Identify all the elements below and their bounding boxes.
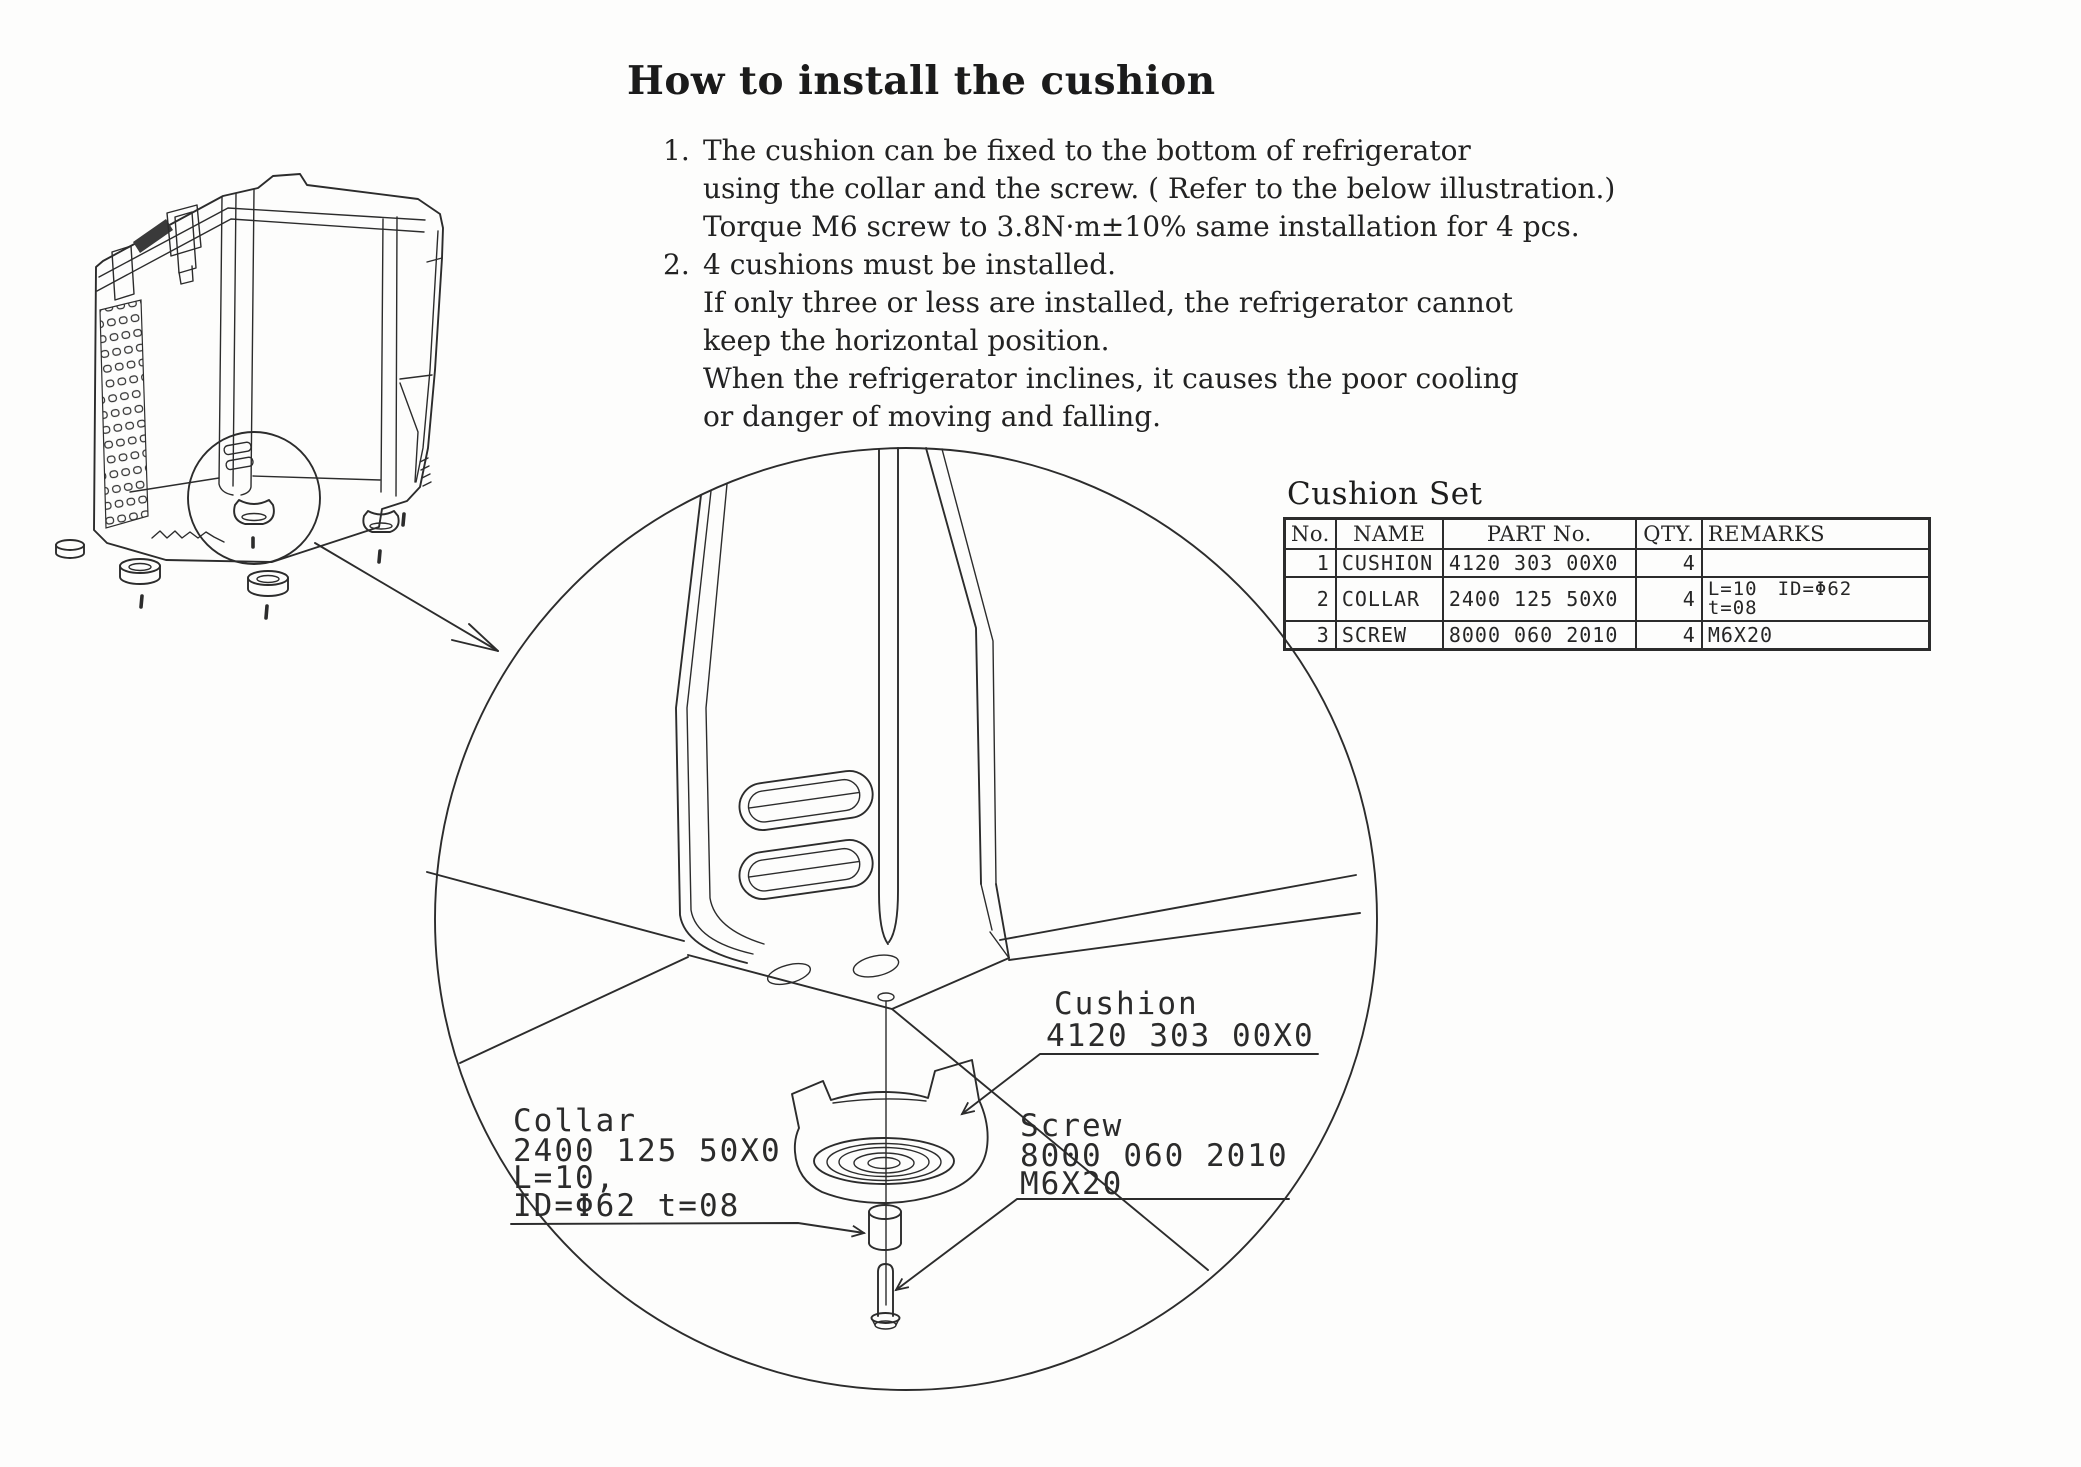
foot-boss-right	[363, 511, 398, 532]
page-title: How to install the cushion	[627, 58, 1216, 104]
instruction-line: keep the horizontal position.	[703, 324, 1110, 357]
cushion-foot	[56, 540, 84, 558]
foot-boss-center	[234, 500, 274, 524]
vent-grid	[100, 300, 148, 528]
instruction-line: 4 cushions must be installed.	[703, 248, 1117, 281]
leader-screw	[896, 1199, 1289, 1290]
instruction-number: 2.	[663, 248, 690, 281]
table-header-row	[1285, 519, 1930, 550]
instruction-line: using the collar and the screw. ( Refer to the below illustration.)	[703, 172, 1616, 205]
cell-qty: 4	[1636, 549, 1702, 577]
fridge-illustration	[56, 174, 498, 651]
collar-drawing	[869, 1205, 901, 1250]
instruction-line: or danger of moving and falling.	[703, 400, 1162, 433]
cushion-foot	[120, 559, 160, 584]
overview-arrow	[315, 543, 498, 651]
detail-circle	[427, 448, 1377, 1390]
parts-table-block	[1283, 476, 1931, 651]
leg-slot	[736, 768, 875, 833]
screw-label-name: Screw	[1020, 1108, 1124, 1144]
table-row-screw	[1285, 621, 1930, 650]
instruction-line: Torque M6 screw to 3.8N·m±10% same installation for 4 pcs.	[703, 210, 1580, 243]
cushion-label-part: 4120 303 00X0	[1046, 1018, 1315, 1054]
remark-t08: t=08	[1707, 597, 1758, 619]
cushion-drawing	[792, 1060, 988, 1203]
table-row-cushion	[1285, 549, 1930, 577]
cell-part-no: 2400 125 50X0	[1443, 577, 1636, 621]
table-row-collar	[1285, 577, 1930, 621]
remark-l10: L=10	[1707, 578, 1758, 600]
cell-qty: 4	[1636, 621, 1702, 650]
col-header-no: No.	[1285, 519, 1336, 550]
cell-remarks	[1702, 577, 1930, 621]
col-header-part-no: PART No.	[1443, 519, 1636, 550]
collar-label-spec2: ID=Φ62 t=08	[513, 1188, 741, 1224]
col-header-name: NAME	[1336, 519, 1443, 550]
col-header-remarks: REMARKS	[1702, 519, 1930, 550]
cell-no: 1	[1285, 549, 1336, 577]
instruction-line: When the refrigerator inclines, it causes the poor cooling	[703, 362, 1519, 395]
cell-name: CUSHION	[1336, 549, 1443, 577]
collar-label-part: 2400 125 50X0	[513, 1133, 782, 1169]
screw-label-spec: M6X20	[1020, 1166, 1124, 1202]
leader-cushion	[962, 1054, 1318, 1114]
collar-label-name: Collar	[513, 1103, 637, 1139]
cell-part-no: 8000 060 2010	[1443, 621, 1636, 650]
collar-label-spec1: L=10,	[513, 1160, 617, 1196]
cell-remarks	[1702, 549, 1930, 577]
cell-no: 3	[1285, 621, 1336, 650]
instruction-number: 1.	[663, 134, 690, 167]
instruction-line: If only three or less are installed, the refrigerator cannot	[703, 286, 1513, 319]
cell-qty: 4	[1636, 577, 1702, 621]
cell-remarks: M6X20	[1702, 621, 1930, 650]
screw-label-part: 8000 060 2010	[1020, 1138, 1289, 1174]
col-header-qty: QTY.	[1636, 519, 1702, 550]
parts-table	[1283, 517, 1931, 651]
parts-table-title: Cushion Set	[1287, 476, 1483, 512]
leader-collar	[511, 1223, 864, 1233]
remark-id: ID=Φ62	[1777, 578, 1853, 600]
detail-circle-outline	[435, 448, 1377, 1390]
leg-slot	[736, 837, 875, 902]
cushion-foot	[248, 571, 288, 596]
cell-part-no: 4120 303 00X0	[1443, 549, 1636, 577]
cell-name: SCREW	[1336, 621, 1443, 650]
cell-no: 2	[1285, 577, 1336, 621]
bottom-face	[427, 872, 1360, 1305]
instruction-line: The cushion can be fixed to the bottom of refrigerator	[703, 134, 1471, 167]
leg-drawing	[676, 448, 1009, 963]
cushion-label-name: Cushion	[1054, 986, 1199, 1022]
cell-name: COLLAR	[1336, 577, 1443, 621]
